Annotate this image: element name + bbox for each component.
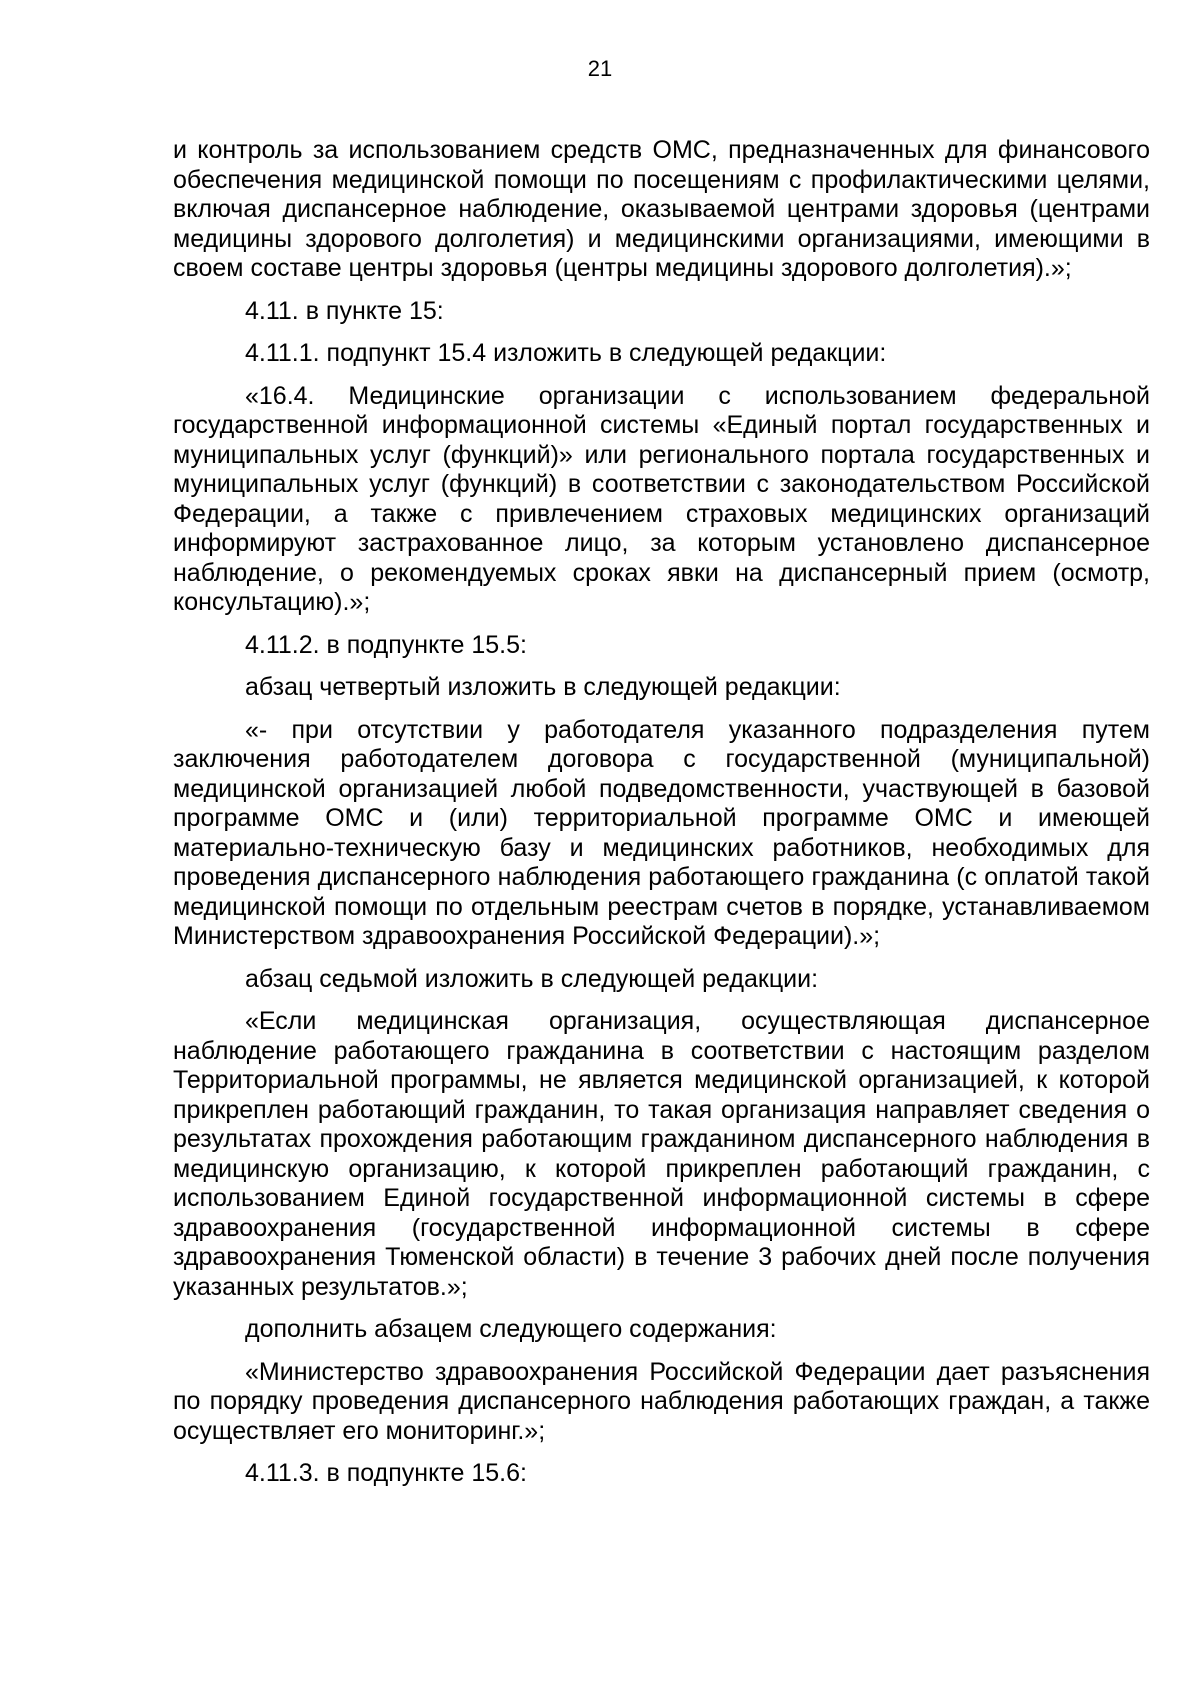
paragraph-quote-16-4: «16.4. Медицинские организации с использованием федеральной государственной информационной системы «Единый портал государственных и муниципальных услуг (функций)» или регионального портала государственных и муниципальных услуг (функций) в соответствии с законодательством Российской Федерации, а также с привлечением страховых медицинских организаций информируют застрахованное лицо, за которым установлено диспансерное наблюдение, о рекомендуемых сроках явки на диспансерный прием (осмотр, консультацию).»; (173, 381, 1150, 616)
paragraph-instruction-4th: абзац четвертый изложить в следующей редакции: (245, 673, 841, 701)
paragraph-clause-4-11: 4.11. в пункте 15: (245, 296, 444, 325)
paragraph-clause-4-11-1: 4.11.1. подпункт 15.4 изложить в следующей редакции: (245, 339, 887, 367)
paragraph-instruction-7th: абзац седьмой изложить в следующей редакции: (245, 964, 819, 993)
paragraph-quote-ministry: «Министерство здравоохранения Российской Федерации дает разъяснения по порядку проведения диспансерного наблюдения работающих граждан, а также осуществляет его мониторинг.»; (173, 1357, 1150, 1445)
paragraph-continuation: и контроль за использованием средств ОМС, предназначенных для финансового обеспечения медицинской помощи по посещениям с профилактическими целями, включая диспансерное наблюдение, оказываемой центрами здоровья (центрами медицины здорового долголетия) и медицинскими организациями, имеющими в своем составе центры здоровья (центры медицины здорового долголетия).»; (173, 136, 1150, 282)
paragraph-instruction-add: дополнить абзацем следующего содержания: (245, 1315, 777, 1343)
paragraph-clause-4-11-3: 4.11.3. в подпункте 15.6: (245, 1459, 527, 1487)
paragraph-quote-if: «Если медицинская организация, осуществляющая диспансерное наблюдение работающего гражданина в соответствии с настоящим разделом Территориальной программы, не является медицинской организацией, к которой прикреплен работающий гражданин, то такая организация направляет сведения о результатах прохождения работающим гражданином диспансерного наблюдения в медицинскую организацию, к которой прикреплен работающий гражданин, с использованием Единой государственной информационной системы в сфере здравоохранения (государственной информационной системы в сфере здравоохранения Тюменской области) в течение 3 рабочих дней после получения указанных результатов.»; (173, 1007, 1150, 1301)
paragraph-quote-employer: «- при отсутствии у работодателя указанного подразделения путем заключения работодателем договора с государственной (муниципальной) медицинской организацией любой подведомственности, участвующей в базовой программе ОМС и (или) территориальной программе ОМС и имеющей материально-техническую базу и медицинских работников, необходимых для проведения диспансерного наблюдения работающего гражданина (с оплатой такой медицинской помощи по отдельным реестрам счетов в порядке, устанавливаемом Министерством здравоохранения Российской Федерации).»; (173, 715, 1150, 950)
document-body (173, 136, 1150, 1502)
paragraph-clause-4-11-2: 4.11.2. в подпункте 15.5: (245, 630, 527, 659)
page-number: 21 (587, 56, 613, 81)
